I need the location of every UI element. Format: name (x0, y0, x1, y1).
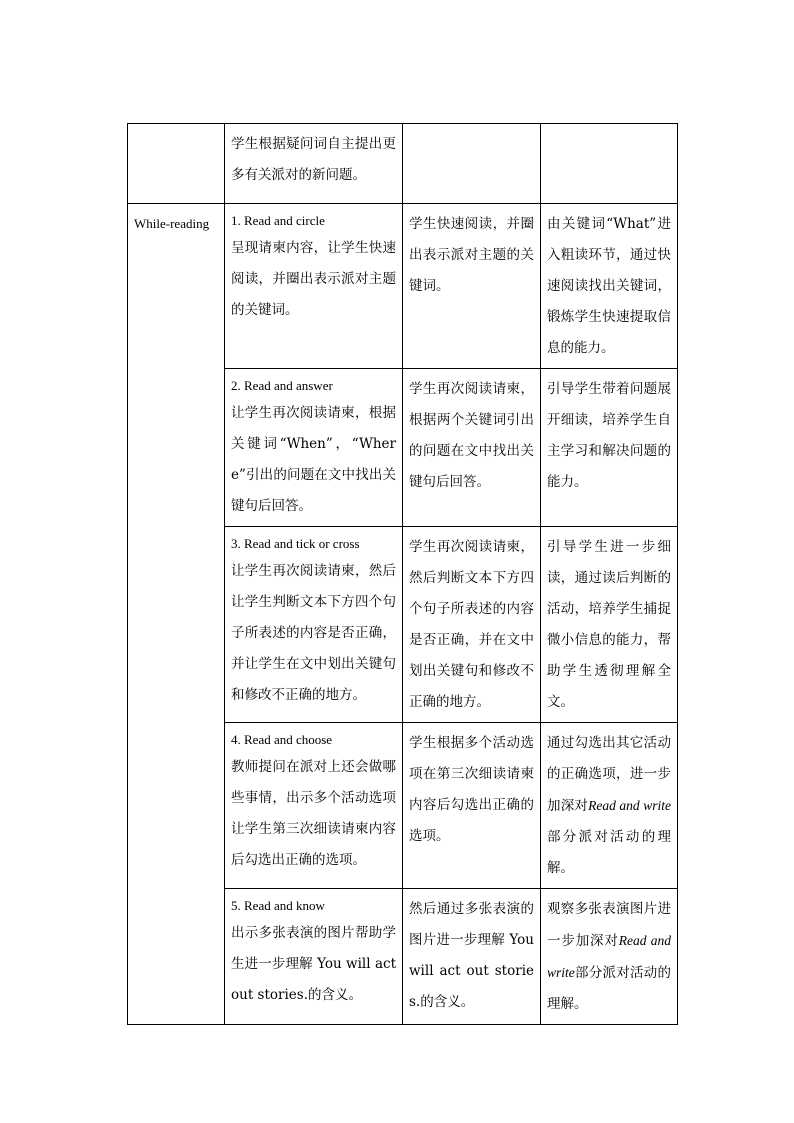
stage-cell (128, 204, 225, 1025)
purpose-cell: 引导学生带着问题展开细读，培养学生自主学习和解决问题的能力。 (541, 369, 678, 527)
teacher-activity-text: 让学生再次阅读请柬，根据关键词“When”，“Where”引出的问题在文中找出关键句后回答。 (231, 405, 396, 514)
purpose-section-name: Read and write (588, 798, 671, 813)
purpose-cell (541, 889, 678, 1025)
teacher-activity-text: 教师提问在派对上还会做哪些事情，出示多个活动选项让学生第三次细读请柬内容后勾选出正确的选项。 (231, 759, 396, 868)
step-title: 5. Read and know (231, 898, 325, 913)
student-activity-cell: 学生再次阅读请柬，根据两个关键词引出的问题在文中找出关键句后回答。 (403, 369, 541, 527)
table-row (128, 124, 678, 204)
lesson-plan-table (127, 123, 678, 1025)
purpose-text-end: 部分派对活动的理解。 (547, 965, 671, 1012)
teacher-activity-text: 呈现请柬内容，让学生快速阅读，并圈出表示派对主题的关键词。 (231, 240, 396, 318)
purpose-text: 观察多张表演图片进一步加深对 (547, 901, 671, 949)
step-title: 1. Read and circle (231, 213, 325, 228)
step-title: 2. Read and answer (231, 378, 333, 393)
student-activity-cell: 学生快速阅读，并圈出表示派对主题的关键词。 (403, 204, 541, 369)
purpose-cell (541, 723, 678, 889)
stage-cell (128, 124, 225, 204)
teacher-activity-cell (225, 889, 403, 1025)
student-activity-cell (403, 124, 541, 204)
purpose-section-name: Read and write (547, 933, 671, 980)
teacher-activity-cell (225, 527, 403, 723)
teacher-activity-cell (225, 369, 403, 527)
purpose-cell: 引导学生进一步细读，通过读后判断的活动，培养学生捕捉微小信息的能力，帮助学生透彻理解全文。 (541, 527, 678, 723)
step-title: 4. Read and choose (231, 732, 333, 747)
student-activity-cell: 学生根据多个活动选项在第三次细读请柬内容后勾选出正确的选项。 (403, 723, 541, 889)
step-title: 3. Read and tick or cross (231, 536, 360, 551)
purpose-text: 通过勾选出其它活动的正确选项，进一步加深对 (547, 735, 671, 814)
teacher-activity-text: 出示多张表演的图片帮助学生进一步理解 You will act out stories.的含义。 (231, 925, 396, 1003)
stage-label: While-reading (134, 216, 210, 231)
student-activity-cell: 学生再次阅读请柬，然后判断文本下方四个句子所表述的内容是否正确，并在文中划出关键句和修改不正确的地方。 (403, 527, 541, 723)
student-activity-cell: 然后通过多张表演的图片进一步理解 You will act out stories.的含义。 (403, 889, 541, 1025)
table-row (128, 204, 678, 369)
purpose-cell: 由关键词“What”进入粗读环节，通过快速阅读找出关键词，锻炼学生快速提取信息的能力。 (541, 204, 678, 369)
teacher-activity-cell: 学生根据疑问词自主提出更多有关派对的新问题。 (225, 124, 403, 204)
teacher-activity-cell (225, 723, 403, 889)
purpose-cell (541, 124, 678, 204)
teacher-activity-cell (225, 204, 403, 369)
teacher-activity-text: 让学生再次阅读请柬，然后让学生判断文本下方四个句子所表述的内容是否正确，并让学生在文中划出关键句和修改不正确的地方。 (231, 563, 396, 703)
purpose-text-end: 部分派对活动的理解。 (547, 829, 671, 876)
